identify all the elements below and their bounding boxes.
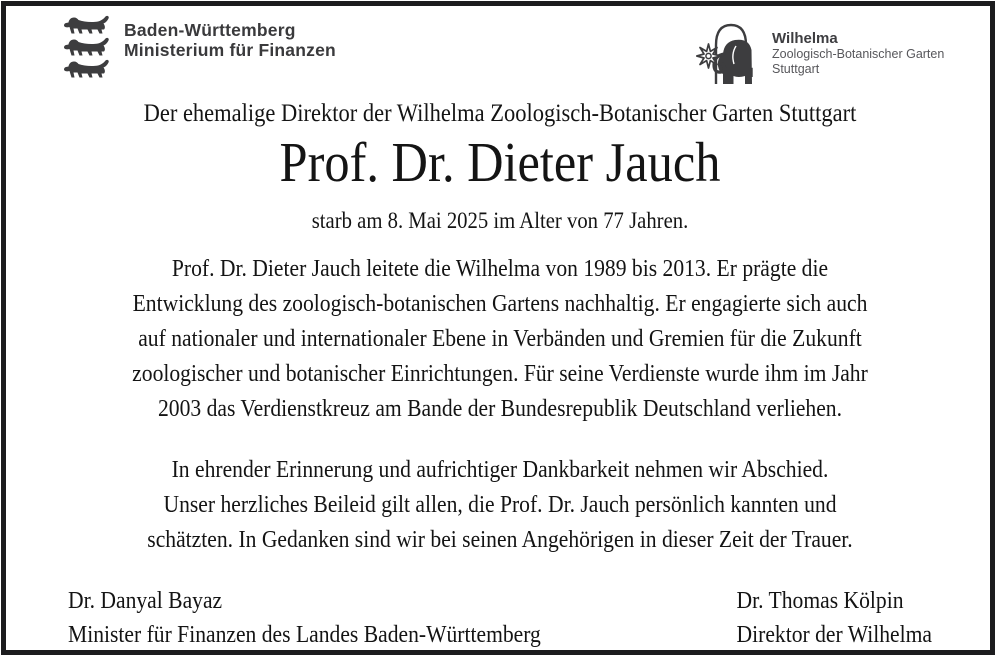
obituary-paragraph-2 [68, 453, 932, 558]
paragraph-line: In ehrender Erinnerung und aufrichtiger Dankbarkeit nehmen wir Abschied. [171, 457, 829, 483]
lion-icon [64, 60, 109, 78]
paragraph-line: Entwicklung des zoologisch-botanischen Gartens nachhaltig. Er engagierte sich auch [132, 291, 868, 317]
signer-role: Direktor der Wilhelma [736, 622, 932, 648]
paragraph-line: Unser herzliches Beileid gilt allen, die Prof. Dr. Jauch persönlich kannten und [163, 492, 837, 518]
signature-right [737, 584, 932, 652]
wilhelma-elephant-icon [696, 12, 764, 86]
notice-body [68, 100, 932, 652]
flower-icon [697, 44, 721, 68]
paragraph-line: 2003 das Verdienstkreuz am Bande der Bundesrepublik Deutschland verliehen. [157, 396, 842, 422]
death-date-line: starb am 8. Mai 2025 im Alter von 77 Jahren. [311, 208, 689, 233]
lion-icon [64, 16, 109, 34]
obituary-paragraph-1 [68, 252, 932, 427]
ministry-wordmark [124, 21, 336, 60]
elephant-silhouette [718, 40, 752, 84]
wilhelma-name-label: Wilhelma [772, 30, 838, 47]
baden-wuerttemberg-logo [62, 15, 112, 86]
ministry-region-label: Baden-Württemberg [124, 20, 296, 40]
three-lions-icon [62, 15, 112, 81]
ministry-name-label: Ministerium für Finanzen [124, 39, 336, 60]
paragraph-line: Prof. Dr. Dieter Jauch leitete die Wilhelma von 1989 bis 2013. Er prägte die [171, 256, 829, 282]
wilhelma-subtitle-label: Zoologisch-Botanischer Garten [772, 47, 945, 61]
signature-left [68, 584, 541, 652]
signature-row [68, 584, 932, 652]
signer-role: Minister für Finanzen des Landes Baden-Württemberg [68, 622, 541, 648]
wilhelma-logo [696, 12, 764, 91]
intro-line: Der ehemalige Direktor der Wilhelma Zoologisch-Botanischer Garten Stuttgart [143, 100, 857, 127]
signer-name: Dr. Danyal Bayaz [68, 588, 223, 614]
paragraph-line: auf nationaler und internationaler Ebene in Verbänden und Gremien für die Zukunft [138, 326, 862, 352]
wilhelma-city-label: Stuttgart [772, 62, 820, 76]
paragraph-line: zoologischer und botanischer Einrichtungen. Für seine Verdienste wurde ihm im Jahr [132, 361, 868, 387]
wilhelma-wordmark [772, 30, 944, 77]
lion-icon [64, 38, 109, 56]
deceased-name: Prof. Dr. Dieter Jauch [279, 132, 721, 194]
paragraph-line: schätzten. In Gedanken sind wir bei seinen Angehörigen in dieser Zeit der Trauer. [147, 527, 853, 553]
signer-name: Dr. Thomas Kölpin [736, 588, 904, 614]
